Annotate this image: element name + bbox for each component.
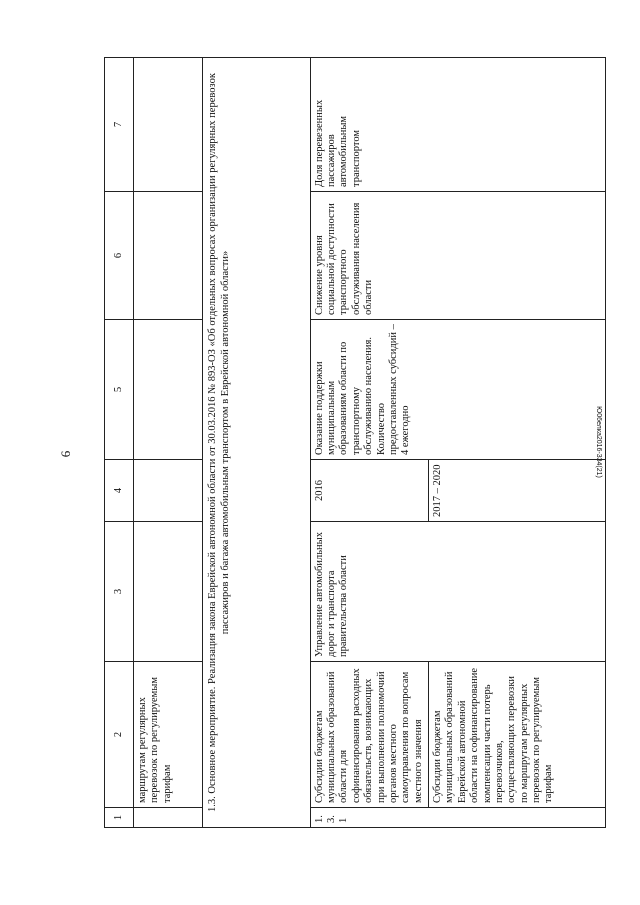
table-row [134, 58, 203, 828]
table-cell: Субсидии бюджетам муниципальных образований Еврейской автономной области на софинансирование компенсации части потерь перевозчиков, осуществляющих перевозки по маршрутам регулярных перевозок по регулируемым тарифам [429, 662, 606, 808]
header-cell: 4 [105, 460, 134, 522]
table-row [310, 58, 428, 828]
table-cell: Оказание поддержки муниципальным образованиям области по транспортному обслуживанию населения. Количество предоставленных субсидий – 4 ежегодно [310, 320, 605, 460]
header-cell: 6 [105, 192, 134, 320]
page-number: 6 [58, 450, 73, 458]
table-cell: 2016 [310, 460, 428, 522]
header-cell: 3 [105, 522, 134, 662]
header-cell: 5 [105, 320, 134, 460]
header-cell: 7 [105, 58, 134, 192]
table-cell: 2017 – 2020 [429, 460, 606, 522]
table-cell [134, 320, 203, 460]
section-title: 1.3. Основное мероприятие. Реализация закона Еврейской автономной области от 30.03.2016 № 893-ОЗ «Об отдельных вопросах организации регулярных перевозок пассажиров и багажа автомобильным транспортом в Еврейской автономной области» [203, 58, 311, 828]
section-row [203, 58, 311, 828]
header-row [105, 58, 134, 828]
program-table [104, 57, 606, 828]
table-cell: Управление автомобильных дорог и транспорта правительства области [310, 522, 605, 662]
table-cell [134, 808, 203, 828]
table-cell: Субсидии бюджетам муниципальных образований области для софинансирования расходных обязательств, возникающих при выполнении полномочий органов местного самоуправления по вопросам местного значения [310, 662, 428, 808]
table-cell [134, 460, 203, 522]
row-number: 1.3.1 [310, 808, 605, 828]
table-cell: Доля перевезенных пассажиров автомобильным транспортом [310, 58, 605, 192]
header-cell: 2 [105, 662, 134, 808]
table-cell: маршрутам регулярных перевозок по регулируемым тарифам [134, 662, 203, 808]
document-id: Ю06елка2016-334(21) [595, 406, 602, 478]
table-cell [134, 58, 203, 192]
table-cell [134, 522, 203, 662]
rotated-table-wrapper [104, 58, 606, 828]
table-cell [134, 192, 203, 320]
header-cell: 1 [105, 808, 134, 828]
table-cell: Снижение уровня социальной доступности транспортного обслуживания населения области [310, 192, 605, 320]
